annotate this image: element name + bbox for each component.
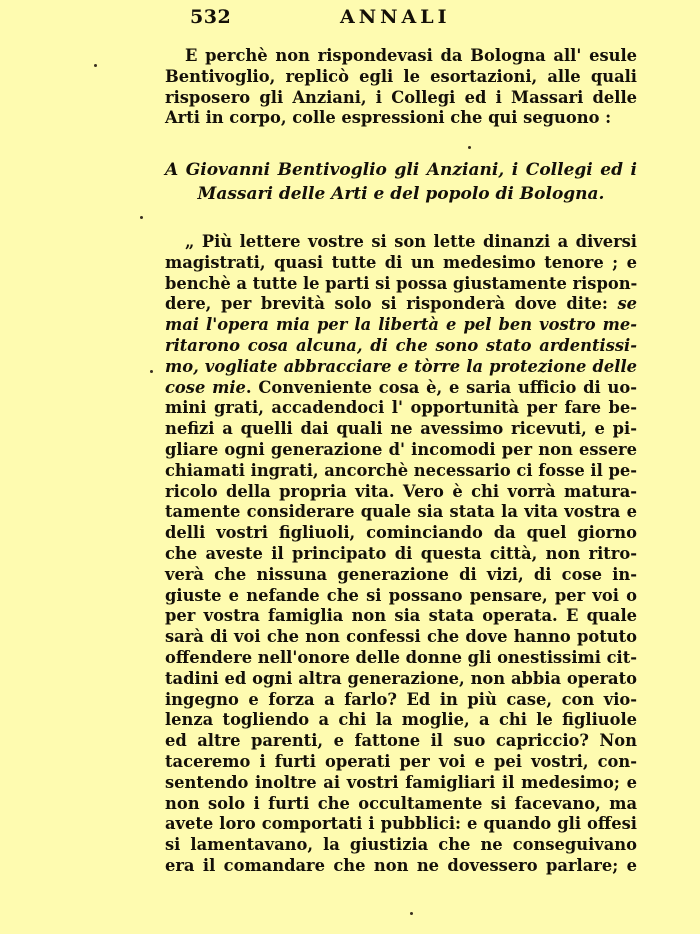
text-line [165, 357, 637, 378]
text-line: ricolo della propria vita. Vero è chi vorrà matura- [165, 481, 637, 501]
text-line: benchè a tutte le parti si possa giustamente rispon- [165, 273, 638, 293]
text-segment: dere, per brevità solo si risponderà dove dite: [165, 294, 618, 314]
print-speck [140, 216, 143, 219]
text-line: mini grati, accadendoci l' opportunità per fare be- [165, 398, 637, 418]
text-line: per vostra famiglia non sia stata operata. E quale [165, 606, 637, 626]
text-line: tamente considerare quale sia stata la vita vostra e [165, 502, 637, 522]
print-speck [410, 912, 413, 915]
text-line: si lamentavano, la giustizia che ne conseguivano [165, 835, 637, 855]
text-line: A Giovanni Bentivoglio gli Anziani, i Collegi ed i [165, 160, 637, 180]
print-speck [150, 370, 153, 373]
print-speck [468, 146, 471, 149]
running-title: ANNALI [340, 6, 451, 28]
text-line: risposero gli Anziani, i Collegi ed i Massari delle [165, 87, 637, 107]
text-line: Bentivoglio, replicò egli le esortazioni, alle quali [165, 66, 637, 86]
text-line: gliare ogni generazione d' incomodi per non essere [165, 439, 637, 459]
text-line: giuste e nefande che si possano pensare, per voi o [165, 585, 637, 605]
text-line: non solo i furti che occultamente si facevano, ma [165, 793, 637, 813]
page-header [190, 6, 650, 30]
italic-quote-segment: ritarono cosa alcuna, di che sono stato ardentissi- [165, 335, 637, 355]
text-line [165, 378, 637, 399]
text-line: magistrati, quasi tutte di un medesimo tenore ; e [165, 252, 637, 272]
print-speck [94, 64, 97, 67]
text-line: Massari delle Arti e del popolo di Bologna. [197, 184, 605, 204]
text-line: chiamati ingrati, ancorchè necessario ci fosse il pe- [165, 460, 637, 480]
intro-paragraph [165, 46, 637, 129]
text-line [165, 336, 637, 357]
italic-quote-segment: mo, vogliate abbracciare e tòrre la protezione delle [165, 356, 637, 376]
italic-quote-segment: mai l'opera mia per la libertà e pel ben vostro me- [165, 315, 637, 335]
text-line: taceremo i furti operati per voi e pei vostri, con- [165, 751, 637, 771]
text-line: sarà di voi che non confessi che dove hanno potuto [165, 627, 637, 647]
text-line: lenza togliendo a chi la moglie, a chi le figliuole [165, 710, 637, 730]
text-line: tadini ed ogni altra generazione, non abbia operato [165, 668, 637, 688]
text-line: ed altre parenti, e fattone il suo capriccio? Non [165, 731, 637, 751]
text-line: era il comandare che non ne dovessero parlare; e [165, 855, 637, 875]
text-line: Arti in corpo, colle espressioni che qui seguono : [165, 108, 612, 128]
text-line: E perchè non rispondevasi da Bologna all' esule [185, 46, 637, 65]
letter-address-heading [165, 158, 637, 206]
text-line: delli vostri figliuoli, cominciando da quel giorno [165, 523, 637, 543]
letter-body [165, 232, 637, 877]
text-line: „ Più lettere vostre si son lette dinanzi a diversi [185, 232, 637, 251]
text-line [165, 315, 637, 336]
text-line: verà che nissuna generazione di vizi, di cose in- [165, 564, 637, 584]
text-line: sentendo inoltre ai vostri famigliari il medesimo; e [165, 772, 637, 792]
text-line: che aveste il principato di questa città, non ritro- [165, 543, 637, 563]
text-line: avete loro comportati i pubblici: e quando gli offesi [165, 814, 637, 834]
page-number: 532 [190, 6, 232, 28]
text-line [165, 294, 637, 315]
text-line: ingegno e forza a farlo? Ed in più case, con vio- [165, 689, 637, 709]
italic-quote-segment: cose mie [165, 377, 246, 397]
text-line: offendere nell'onore delle donne gli onestissimi cit- [165, 647, 637, 667]
text-line: nefizi a quelli dai quali ne avessimo ricevuti, e pi- [165, 419, 637, 439]
text-segment: . Conveniente cosa è, e saria ufficio di uo- [245, 377, 637, 397]
italic-quote-segment: se [617, 294, 637, 314]
